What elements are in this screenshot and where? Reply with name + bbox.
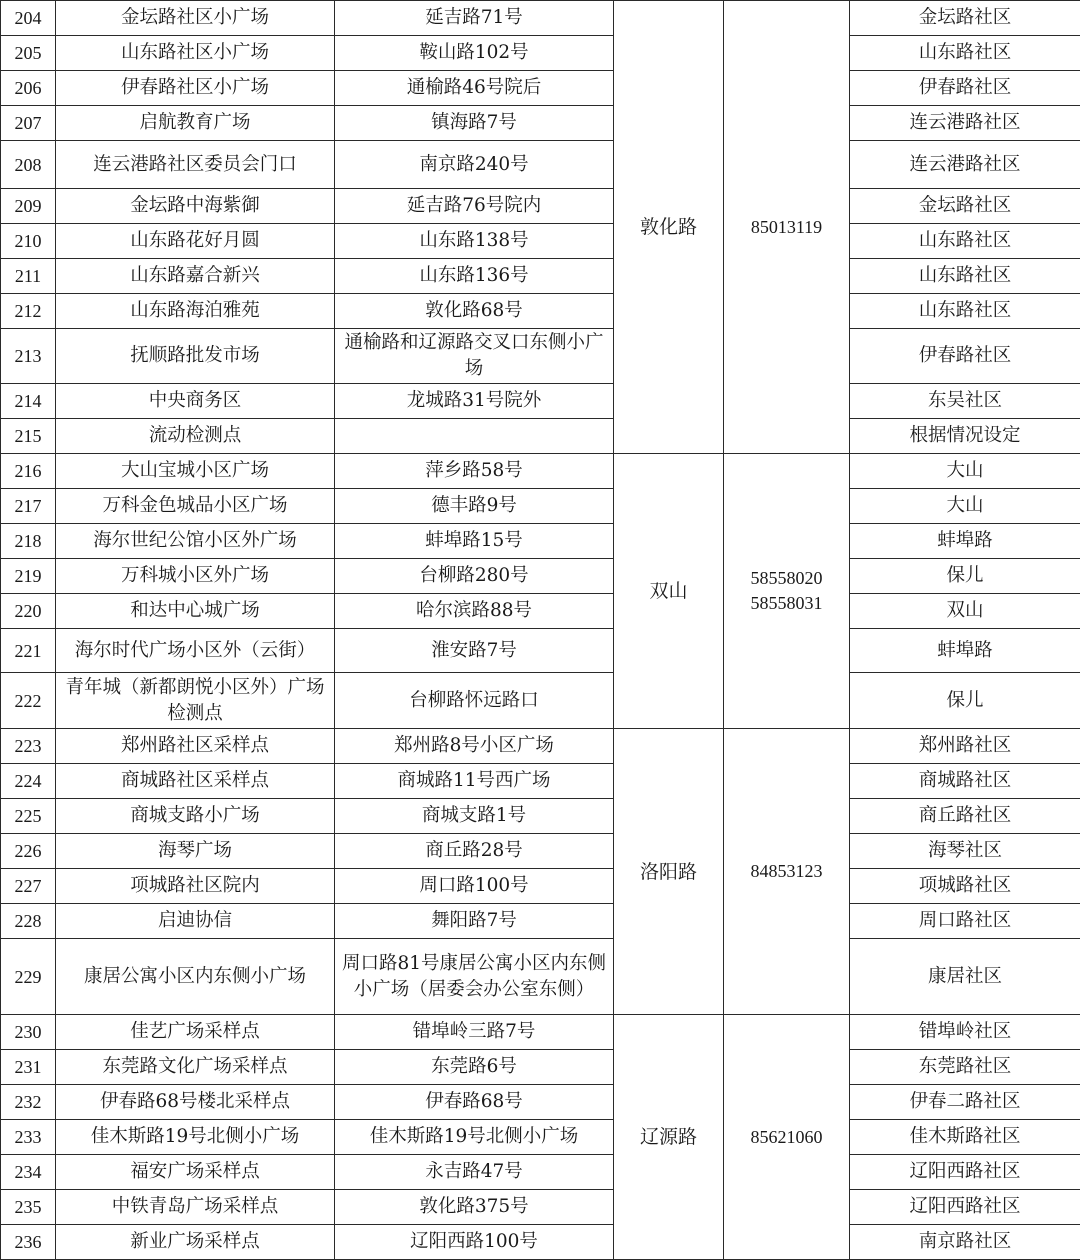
site-address: 台柳路怀远路口 [335, 673, 614, 729]
site-address: 敦化路375号 [335, 1190, 614, 1225]
site-address: 郑州路8号小区广场 [335, 729, 614, 764]
row-number: 227 [1, 869, 56, 904]
table-row [1, 329, 1080, 384]
site-name: 大山宝城小区广场 [56, 454, 335, 489]
community-name: 保儿 [850, 673, 1080, 729]
site-address: 萍乡路58号 [335, 454, 614, 489]
community-name: 保儿 [850, 559, 1080, 594]
table-row [1, 1085, 1080, 1120]
row-number: 234 [1, 1155, 56, 1190]
table-row [1, 454, 1080, 489]
site-address: 伊春路68号 [335, 1085, 614, 1120]
table-row [1, 259, 1080, 294]
site-name: 万科城小区外广场 [56, 559, 335, 594]
row-number: 226 [1, 834, 56, 869]
table-row [1, 834, 1080, 869]
row-number: 221 [1, 629, 56, 673]
site-name: 中铁青岛广场采样点 [56, 1190, 335, 1225]
table-row [1, 729, 1080, 764]
row-number: 212 [1, 294, 56, 329]
row-number: 224 [1, 764, 56, 799]
table-row [1, 559, 1080, 594]
community-name: 蚌埠路 [850, 524, 1080, 559]
community-name: 康居社区 [850, 939, 1080, 1015]
site-address: 南京路240号 [335, 141, 614, 189]
row-number: 204 [1, 1, 56, 36]
site-name: 海尔时代广场小区外（云街） [56, 629, 335, 673]
site-name: 东莞路文化广场采样点 [56, 1050, 335, 1085]
site-address: 哈尔滨路88号 [335, 594, 614, 629]
table-row [1, 71, 1080, 106]
row-number: 209 [1, 189, 56, 224]
site-name: 佳木斯路19号北侧小广场 [56, 1120, 335, 1155]
contact-phone-cell [724, 729, 850, 1015]
community-name: 双山 [850, 594, 1080, 629]
row-number: 236 [1, 1225, 56, 1260]
community-name: 项城路社区 [850, 869, 1080, 904]
site-name: 福安广场采样点 [56, 1155, 335, 1190]
contact-phone-cell [724, 1, 850, 454]
table-row [1, 224, 1080, 259]
row-number: 206 [1, 71, 56, 106]
site-name: 启迪协信 [56, 904, 335, 939]
site-address: 镇海路7号 [335, 106, 614, 141]
site-name: 抚顺路批发市场 [56, 329, 335, 384]
site-address: 东莞路6号 [335, 1050, 614, 1085]
site-address: 佳木斯路19号北侧小广场 [335, 1120, 614, 1155]
site-name: 伊春路68号楼北采样点 [56, 1085, 335, 1120]
table-row [1, 36, 1080, 71]
site-name: 流动检测点 [56, 419, 335, 454]
table-row [1, 764, 1080, 799]
site-address: 龙城路31号院外 [335, 384, 614, 419]
site-name: 和达中心城广场 [56, 594, 335, 629]
contact-phone: 84853123 [728, 859, 845, 884]
contact-phone: 58558020 [728, 566, 845, 591]
site-name: 山东路社区小广场 [56, 36, 335, 71]
table-row [1, 1050, 1080, 1085]
site-address: 山东路138号 [335, 224, 614, 259]
row-number: 207 [1, 106, 56, 141]
site-address: 延吉路71号 [335, 1, 614, 36]
site-address: 鞍山路102号 [335, 36, 614, 71]
site-name: 郑州路社区采样点 [56, 729, 335, 764]
site-name: 海琴广场 [56, 834, 335, 869]
table-row [1, 106, 1080, 141]
row-number: 219 [1, 559, 56, 594]
site-address: 永吉路47号 [335, 1155, 614, 1190]
site-name: 青年城（新都朗悦小区外）广场检测点 [56, 673, 335, 729]
row-number: 220 [1, 594, 56, 629]
table-row [1, 294, 1080, 329]
site-address: 通榆路和辽源路交叉口东侧小广场 [335, 329, 614, 384]
row-number: 215 [1, 419, 56, 454]
community-name: 连云港路社区 [850, 141, 1080, 189]
community-name: 辽阳西路社区 [850, 1155, 1080, 1190]
contact-phone-cell [724, 454, 850, 729]
site-name: 新业广场采样点 [56, 1225, 335, 1260]
community-name: 商城路社区 [850, 764, 1080, 799]
row-number: 218 [1, 524, 56, 559]
table-row [1, 869, 1080, 904]
row-number: 223 [1, 729, 56, 764]
community-name: 金坛路社区 [850, 1, 1080, 36]
site-address: 舞阳路7号 [335, 904, 614, 939]
site-address [335, 419, 614, 454]
table-row [1, 419, 1080, 454]
site-name: 商城路社区采样点 [56, 764, 335, 799]
site-address: 商城路11号西广场 [335, 764, 614, 799]
table-row [1, 1015, 1080, 1050]
contact-phone: 85013119 [728, 215, 845, 240]
community-name: 伊春路社区 [850, 329, 1080, 384]
community-name: 根据情况设定 [850, 419, 1080, 454]
site-address: 周口路100号 [335, 869, 614, 904]
community-name: 山东路社区 [850, 259, 1080, 294]
street-name: 双山 [614, 454, 724, 729]
community-name: 蚌埠路 [850, 629, 1080, 673]
site-address: 周口路81号康居公寓小区内东侧小广场（居委会办公室东侧） [335, 939, 614, 1015]
row-number: 228 [1, 904, 56, 939]
table-row [1, 189, 1080, 224]
site-address: 错埠岭三路7号 [335, 1015, 614, 1050]
community-name: 海琴社区 [850, 834, 1080, 869]
table-row [1, 384, 1080, 419]
row-number: 229 [1, 939, 56, 1015]
row-number: 216 [1, 454, 56, 489]
contact-phone-cell [724, 1015, 850, 1260]
contact-phone: 58558031 [728, 591, 845, 616]
street-name: 辽源路 [614, 1015, 724, 1260]
table-row [1, 524, 1080, 559]
site-name: 佳艺广场采样点 [56, 1015, 335, 1050]
row-number: 222 [1, 673, 56, 729]
community-name: 东莞路社区 [850, 1050, 1080, 1085]
site-address: 山东路136号 [335, 259, 614, 294]
site-name: 连云港路社区委员会门口 [56, 141, 335, 189]
site-address: 蚌埠路15号 [335, 524, 614, 559]
table-row [1, 141, 1080, 189]
site-name: 金坛路社区小广场 [56, 1, 335, 36]
table-row [1, 489, 1080, 524]
row-number: 217 [1, 489, 56, 524]
row-number: 214 [1, 384, 56, 419]
table-row [1, 1190, 1080, 1225]
site-name: 山东路花好月圆 [56, 224, 335, 259]
table-body [1, 1, 1080, 1260]
community-name: 大山 [850, 489, 1080, 524]
row-number: 230 [1, 1015, 56, 1050]
community-name: 南京路社区 [850, 1225, 1080, 1260]
table-row [1, 1155, 1080, 1190]
street-name: 敦化路 [614, 1, 724, 454]
community-name: 大山 [850, 454, 1080, 489]
table-row [1, 594, 1080, 629]
site-address: 敦化路68号 [335, 294, 614, 329]
community-name: 山东路社区 [850, 36, 1080, 71]
site-address: 商丘路28号 [335, 834, 614, 869]
community-name: 周口路社区 [850, 904, 1080, 939]
community-name: 辽阳西路社区 [850, 1190, 1080, 1225]
site-name: 项城路社区院内 [56, 869, 335, 904]
site-name: 金坛路中海紫御 [56, 189, 335, 224]
community-name: 金坛路社区 [850, 189, 1080, 224]
community-name: 山东路社区 [850, 294, 1080, 329]
community-name: 伊春路社区 [850, 71, 1080, 106]
row-number: 213 [1, 329, 56, 384]
site-address: 通榆路46号院后 [335, 71, 614, 106]
table-row [1, 1225, 1080, 1260]
site-name: 万科金色城品小区广场 [56, 489, 335, 524]
site-name: 康居公寓小区内东侧小广场 [56, 939, 335, 1015]
row-number: 233 [1, 1120, 56, 1155]
community-name: 商丘路社区 [850, 799, 1080, 834]
site-address: 淮安路7号 [335, 629, 614, 673]
site-name: 中央商务区 [56, 384, 335, 419]
site-address: 商城支路1号 [335, 799, 614, 834]
row-number: 210 [1, 224, 56, 259]
community-name: 郑州路社区 [850, 729, 1080, 764]
table-row [1, 939, 1080, 1015]
table-row [1, 904, 1080, 939]
site-name: 山东路海泊雅苑 [56, 294, 335, 329]
row-number: 205 [1, 36, 56, 71]
site-name: 商城支路小广场 [56, 799, 335, 834]
site-address: 延吉路76号院内 [335, 189, 614, 224]
row-number: 231 [1, 1050, 56, 1085]
row-number: 235 [1, 1190, 56, 1225]
contact-phone: 85621060 [728, 1125, 845, 1150]
site-name: 伊春路社区小广场 [56, 71, 335, 106]
table-row [1, 673, 1080, 729]
site-name: 启航教育广场 [56, 106, 335, 141]
row-number: 208 [1, 141, 56, 189]
community-name: 错埠岭社区 [850, 1015, 1080, 1050]
community-name: 山东路社区 [850, 224, 1080, 259]
site-address: 德丰路9号 [335, 489, 614, 524]
table-row [1, 1120, 1080, 1155]
table-row [1, 629, 1080, 673]
row-number: 211 [1, 259, 56, 294]
site-address: 辽阳西路100号 [335, 1225, 614, 1260]
community-name: 佳木斯路社区 [850, 1120, 1080, 1155]
table-row [1, 799, 1080, 834]
site-name: 山东路嘉合新兴 [56, 259, 335, 294]
row-number: 225 [1, 799, 56, 834]
site-name: 海尔世纪公馆小区外广场 [56, 524, 335, 559]
table-row [1, 1, 1080, 36]
site-address: 台柳路280号 [335, 559, 614, 594]
community-name: 伊春二路社区 [850, 1085, 1080, 1120]
street-name: 洛阳路 [614, 729, 724, 1015]
community-name: 连云港路社区 [850, 106, 1080, 141]
row-number: 232 [1, 1085, 56, 1120]
community-name: 东吴社区 [850, 384, 1080, 419]
